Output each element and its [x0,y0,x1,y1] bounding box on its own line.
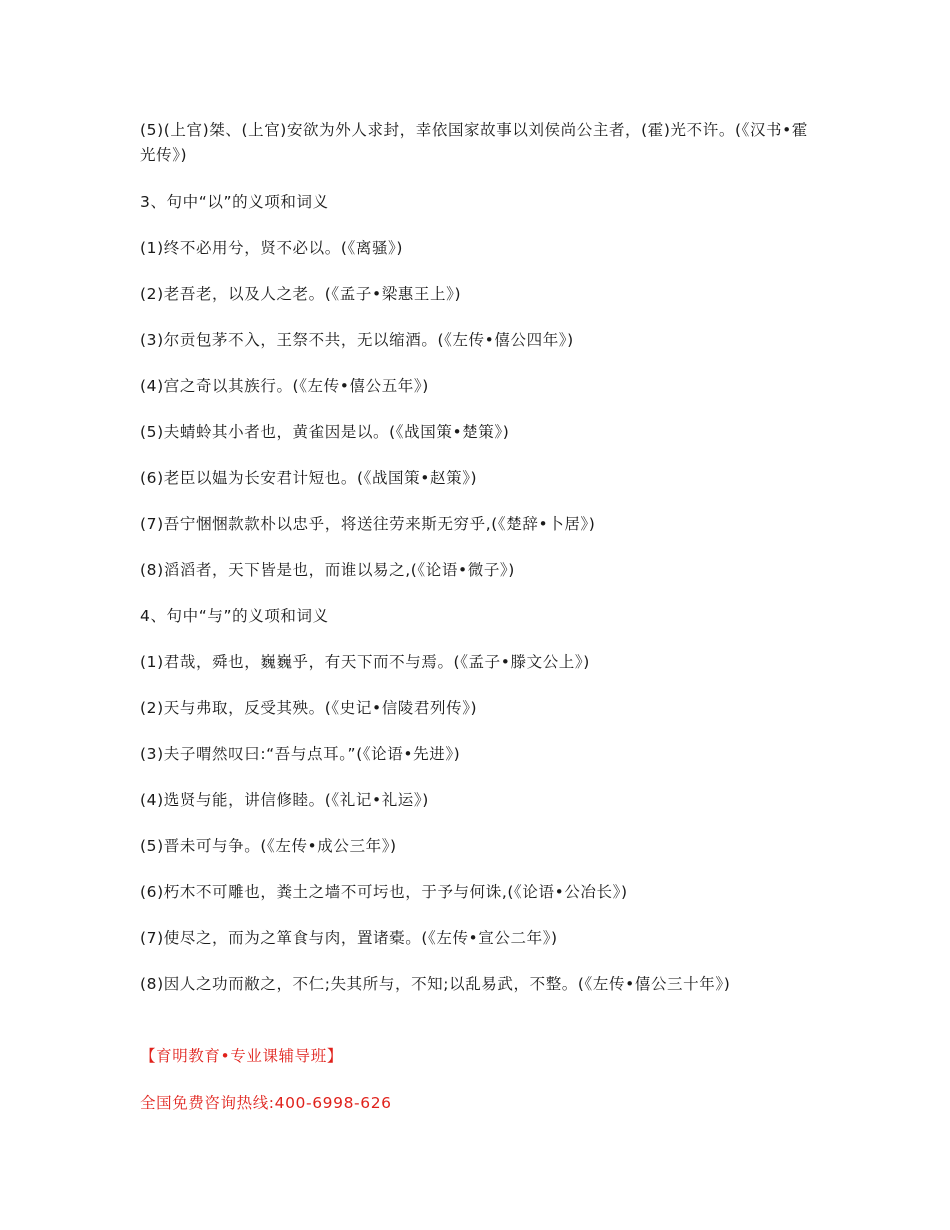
list-item-yi-4: (4)宫之奇以其族行。(《左传•僖公五年》) [140,377,429,395]
list-item-yi-6: (6)老臣以媪为长安君计短也。(《战国策•赵策》) [140,469,478,487]
list-item-yu-5: (5)晋未可与争。(《左传•成公三年》) [140,837,397,855]
paragraph-s2-item-5: (5)(上官)桀、(上官)安欲为外人求封，幸依国家故事以刘侯尚公主者，(霍)光不许。(《汉书•霍光传》) [140,121,808,164]
list-item-yu-6: (6)朽木不可雕也，粪土之墙不可圬也，于予与何诛,(《论语•公冶长》) [140,883,628,901]
list-item-yu-3: (3)夫子喟然叹曰:“吾与点耳。”(《论语•先进》) [140,745,461,763]
list-item-yi-8: (8)滔滔者，天下皆是也，而谁以易之,(《论语•微子》) [140,561,515,579]
list-item-yi-1: (1)终不必用兮，贤不必以。(《离骚》) [140,239,404,257]
list-item-yu-1: (1)君哉，舜也，巍巍乎，有天下而不与焉。(《孟子•滕文公上》) [140,653,590,671]
list-item-yu-8: (8)因人之功而敝之，不仁;失其所与，不知;以乱易武，不整。(《左传•僖公三十年》) [140,975,731,993]
section-heading-yu: 4、句中“与”的义项和词义 [140,607,329,625]
list-item-yi-7: (7)吾宁悃悃款款朴以忠乎，将送往劳来斯无穷乎,(《楚辞•卜居》) [140,515,596,533]
footer-brand: 【育明教育•专业课辅导班】 [140,1047,343,1065]
list-item-yi-3: (3)尔贡包茅不入，王祭不共，无以缩酒。(《左传•僖公四年》) [140,331,574,349]
list-item-yi-5: (5)夫蜻蛉其小者也，黄雀因是以。(《战国策•楚策》) [140,423,510,441]
list-item-yu-2: (2)天与弗取，反受其殃。(《史记•信陵君列传》) [140,699,478,717]
list-item-yu-4: (4)选贤与能，讲信修睦。(《礼记•礼运》) [140,791,429,809]
list-item-yi-2: (2)老吾老，以及人之老。(《孟子•梁惠王上》) [140,285,462,303]
footer-hotline: 全国免费咨询热线:400-6998-626 [140,1094,392,1112]
list-item-yu-7: (7)使尽之，而为之箪食与肉，置诸橐。(《左传•宣公二年》) [140,929,558,947]
section-heading-yi: 3、句中“以”的义项和词义 [140,193,329,211]
